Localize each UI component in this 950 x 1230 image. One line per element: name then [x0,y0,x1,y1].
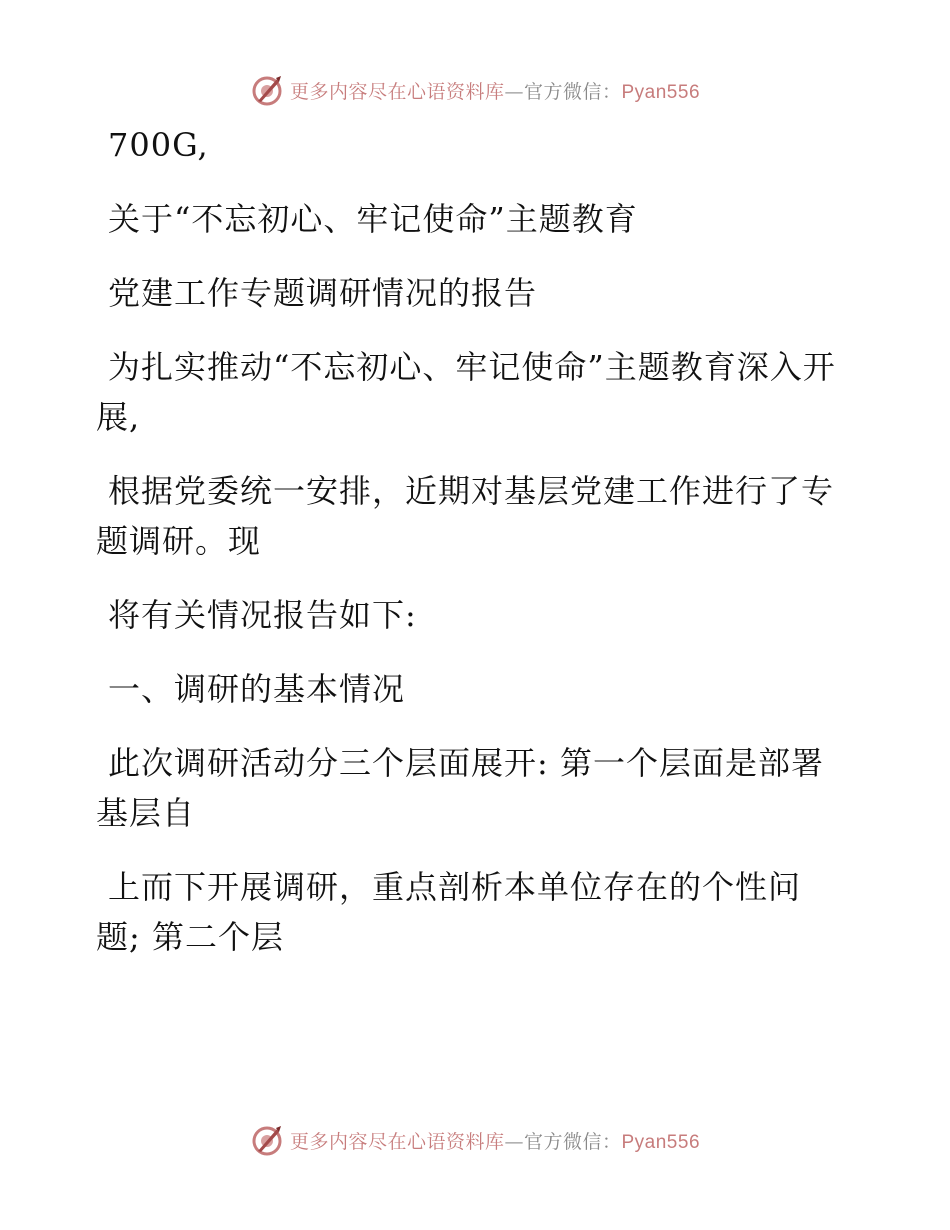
paragraph-4: 为扎实推动“不忘初心、牢记使命”主题教育深入开展, [96,348,836,436]
paragraph-2: 关于“不忘初心、牢记使命”主题教育 [108,200,638,238]
quill-logo-icon [250,73,284,107]
banner-wechat-label: 官方微信： [523,80,622,103]
document-body [96,120,836,986]
paragraph-3: 党建工作专题调研情况的报告 [108,274,538,312]
banner-title: 更多内容尽在心语资料库 [289,1130,505,1153]
banner-separator: — [504,80,524,103]
paragraph-6: 将有关情况报告如下: [108,596,417,634]
banner-separator: — [504,1130,524,1153]
header-banner [0,70,950,110]
paragraph-1: 700G, [108,126,209,164]
banner-wechat-label: 官方微信： [523,1130,622,1153]
paragraph-9: 上而下开展调研，重点剖析本单位存在的个性问题; 第二个层 [96,868,802,956]
section-heading: 一、调研的基本情况 [108,670,406,708]
quill-logo-icon [250,1123,284,1157]
paragraph-5: 根据党委统一安排，近期对基层党建工作进行了专题调研。现 [96,472,835,560]
banner-wechat-id: Pyan556 [621,1131,701,1153]
banner-title: 更多内容尽在心语资料库 [289,80,505,103]
footer-banner [0,1120,950,1160]
banner-wechat-id: Pyan556 [621,81,701,103]
paragraph-8: 此次调研活动分三个层面展开: 第一个层面是部署基层自 [96,744,824,832]
